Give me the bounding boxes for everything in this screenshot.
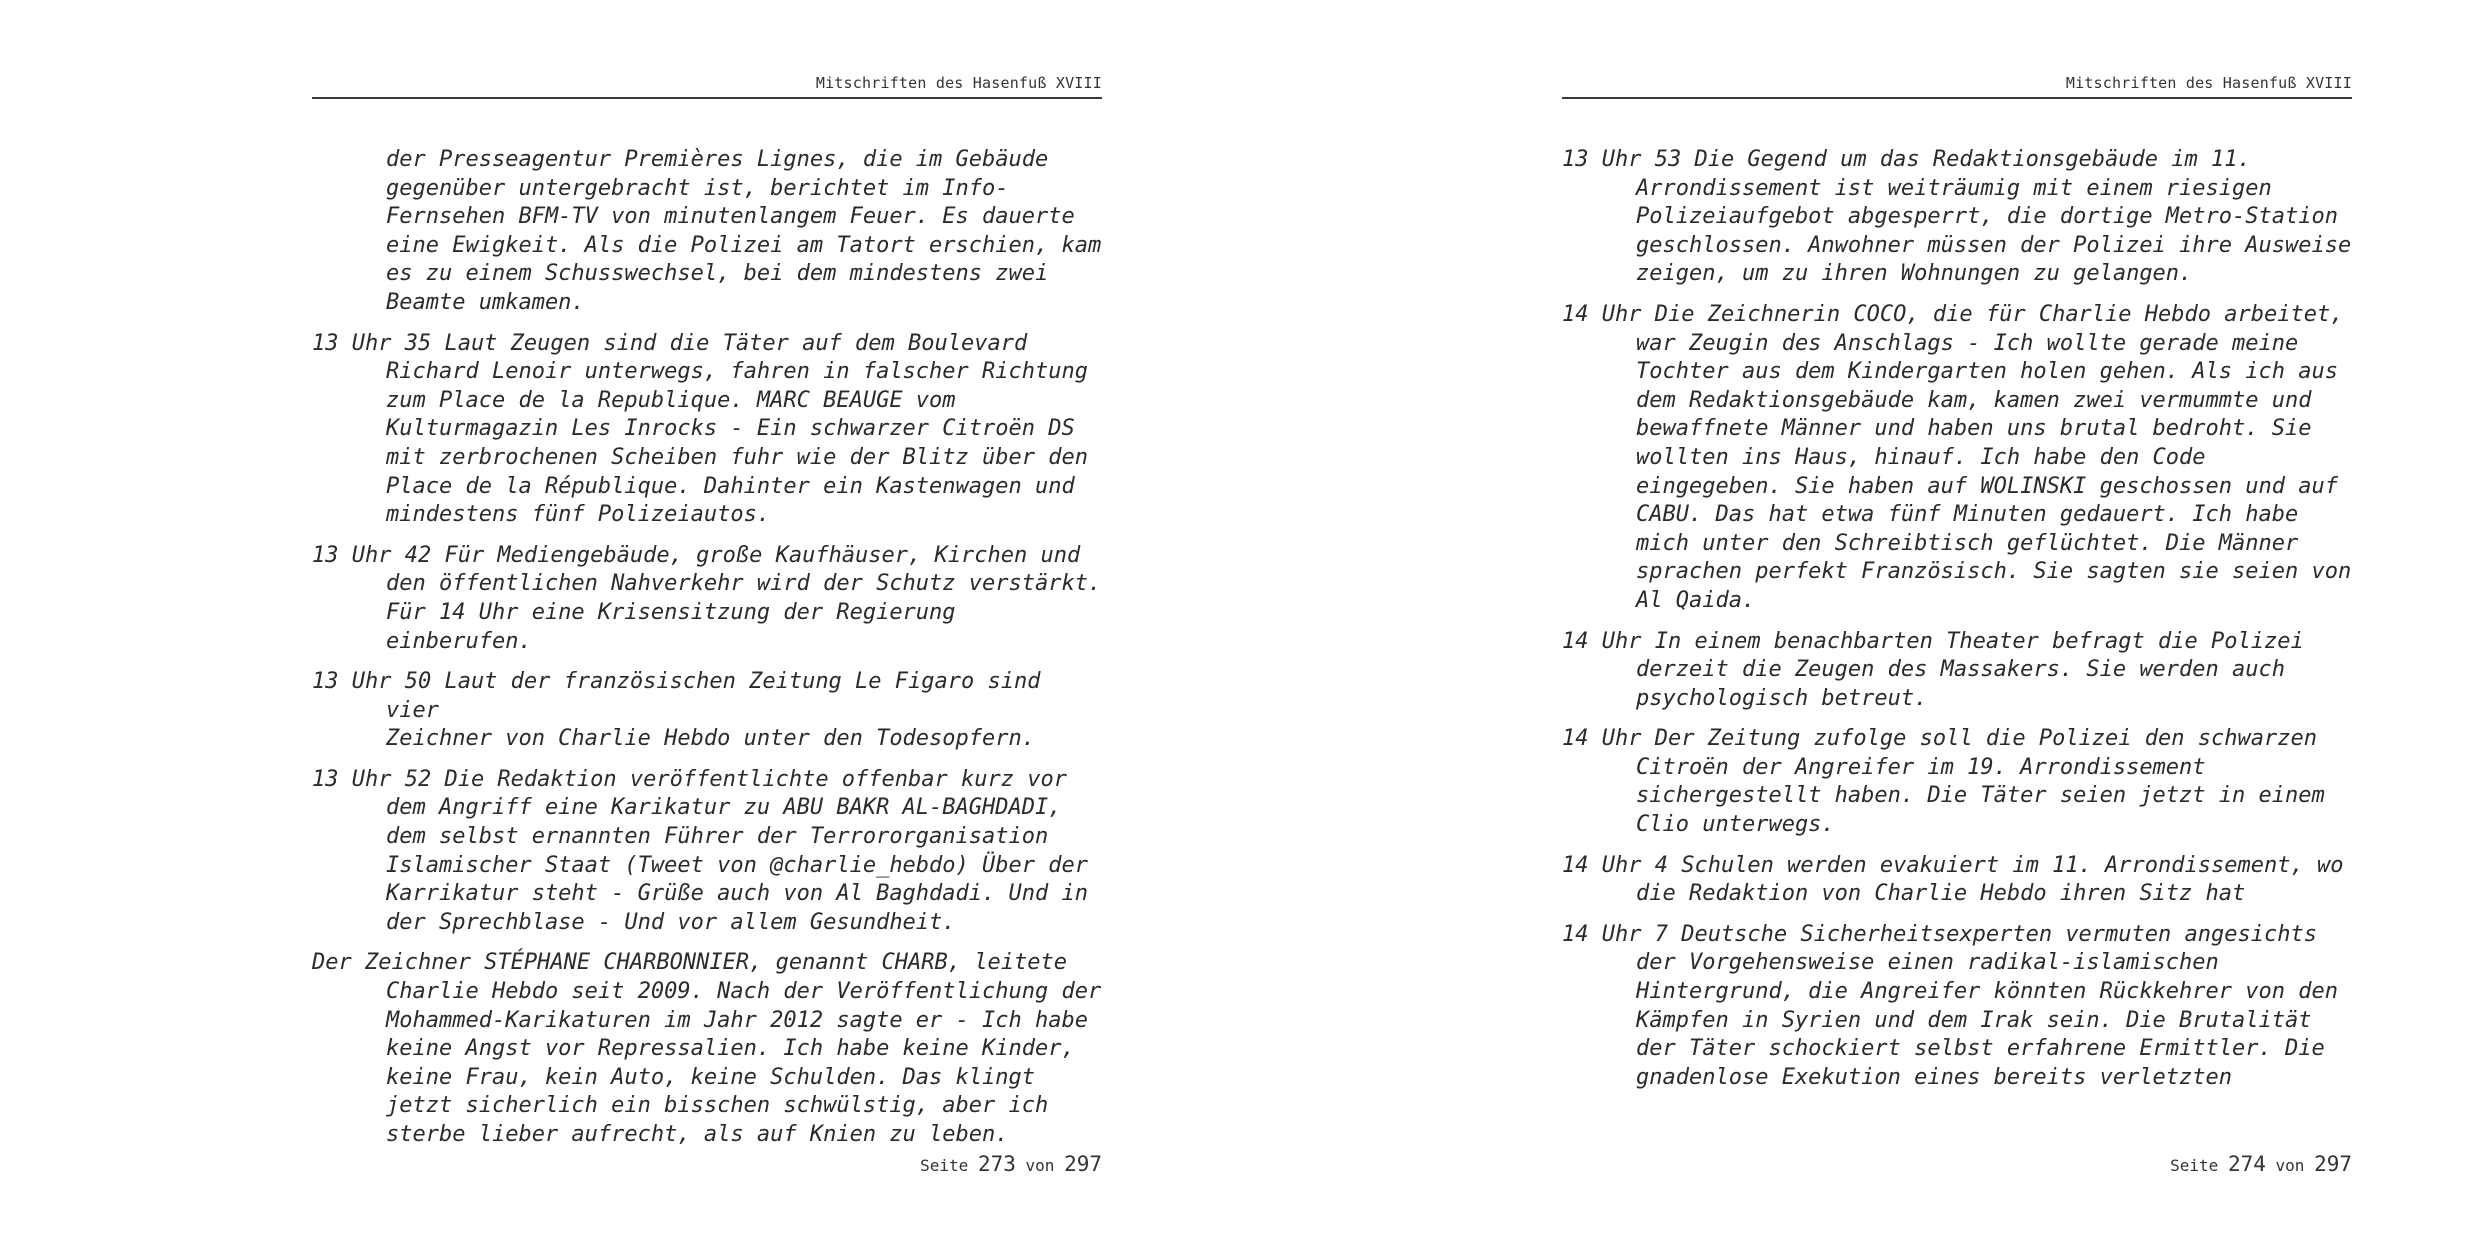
log-entry: 14 Uhr 7 Deutsche Sicherheitsexperten vermuten angesichts der Vorgehensweise einen radikal-islamischen Hintergrund, die Angreifer könnten Rückkehrer von den Kämpfen in Syrien und dem Irak sein. Die Brutalität der Täter schockiert selbst erfahrene Ermittler. Die gnadenlose Exekution eines bereits verletzten xyxy=(1562,921,2338,1090)
header-rule xyxy=(312,97,1102,99)
log-entry: 13 Uhr 50 Laut der französischen Zeitung Le Figaro sind vier Zeichner von Charlie Hebdo unter den Todesopfern. xyxy=(312,669,1041,752)
log-entry: 14 Uhr Die Zeichnerin COCO, die für Charlie Hebdo arbeitet, war Zeugin des Anschlags - Ich wollte gerade meine Tochter aus dem Kindergarten holen gehen. Als ich aus dem Redaktionsgebäude kam, kamen zwei vermummte und bewaffnete Männer und haben uns brutal bedroht. Sie wollten ins Haus, hinauf. Ich habe den Code eingegeben. Sie haben auf WOLINSKI geschossen und auf CABU. Das hat etwa fünf Minuten gedauert. Ich habe mich unter den Schreibtisch geflüchtet. Die Männer sprachen perfekt Französisch. Sie sagten sie seien von Al Qaida. xyxy=(1562,301,2352,613)
header-rule xyxy=(1562,97,2352,99)
page-number: 273 xyxy=(977,1152,1016,1176)
log-entry: der Presseagentur Premières Lignes, die im Gebäude gegenüber untergebracht ist, berichtet im Info- Fernsehen BFM-TV von minutenlangem Feuer. Es dauerte eine Ewigkeit. Als die Polizei am Tatort erschien, kam es zu einem Schusswechsel, bei dem mindestens zwei Beamte umkamen. xyxy=(386,147,1102,315)
running-head: Mitschriften des Hasenfuß XVIII xyxy=(815,74,1102,92)
page-footer xyxy=(2170,1152,2352,1176)
log-entry: 13 Uhr 52 Die Redaktion veröffentlichte offenbar kurz vor dem Angriff eine Karikatur zu ABU BAKR AL-BAGHDADI, dem selbst ernannten Führer der Terrororganisation Islamischer Staat (Tweet von @charlie_hebdo) Über der Karrikatur steht - Grüße auch von Al Baghdadi. Und in der Sprechblase - Und vor allem Gesundheit. xyxy=(312,766,1088,935)
footer-prefix: Seite xyxy=(2170,1156,2219,1175)
log-entry: Der Zeichner STÉPHANE CHARBONNIER, genannt CHARB, leitete Charlie Hebdo seit 2009. Nach der Veröffentlichung der Mohammed-Karikaturen im Jahr 2012 sagte er - Ich habe keine Angst vor Repressalien. Ich habe keine Kinder, keine Frau, kein Auto, keine Schulden. Das klingt jetzt sicherlich ein bisschen schwülstig, aber ich sterbe lieber aufrecht, als auf Knien zu leben. xyxy=(312,950,1102,1147)
log-entry: 14 Uhr In einem benachbarten Theater befragt die Polizei derzeit die Zeugen des Massakers. Sie werden auch psychologisch betreut. xyxy=(1562,628,2304,711)
footer-prefix: Seite xyxy=(920,1156,969,1175)
log-entry: 13 Uhr 42 Für Mediengebäude, große Kaufhäuser, Kirchen und den öffentlichen Nahverkehr wird der Schutz verstärkt. Für 14 Uhr eine Krisensitzung der Regierung einberufen. xyxy=(312,542,1102,654)
footer-middle: von xyxy=(2275,1156,2305,1175)
page-total: 297 xyxy=(1064,1152,1102,1176)
log-entry: 14 Uhr Der Zeitung zufolge soll die Polizei den schwarzen Citroën der Angreifer im 19. Arrondissement sichergestellt haben. Die Täter seien jetzt in einem Clio unterwegs. xyxy=(1562,726,2325,838)
page-total: 297 xyxy=(2314,1152,2352,1176)
log-entry: 13 Uhr 35 Laut Zeugen sind die Täter auf dem Boulevard Richard Lenoir unterwegs, fahren in falscher Richtung zum Place de la Republique. MARC BEAUGE vom Kulturmagazin Les Inrocks - Ein schwarzer Citroën DS mit zerbrochenen Scheiben fuhr wie der Blitz über den Place de la République. Dahinter ein Kastenwagen und mindestens fünf Polizeiautos. xyxy=(312,330,1088,528)
log-entry: 13 Uhr 53 Die Gegend um das Redaktionsgebäude im 11. Arrondissement ist weiträumig mit einem riesigen Polizeiaufgebot abgesperrt, die dortige Metro-Station geschlossen. Anwohner müssen der Polizei ihre Ausweise zeigen, um zu ihren Wohnungen zu gelangen. xyxy=(1562,147,2352,287)
page-body xyxy=(1562,146,2352,1104)
log-entry: 14 Uhr 4 Schulen werden evakuiert im 11. Arrondissement, wo die Redaktion von Charlie Hebdo ihren Sitz hat xyxy=(1562,852,2344,907)
left-page xyxy=(312,0,1102,1240)
running-head: Mitschriften des Hasenfuß XVIII xyxy=(2065,74,2352,92)
page-number: 274 xyxy=(2227,1152,2266,1176)
page-body xyxy=(312,146,1102,1162)
right-page xyxy=(1562,0,2352,1240)
page-footer xyxy=(920,1152,1102,1176)
footer-middle: von xyxy=(1025,1156,1055,1175)
